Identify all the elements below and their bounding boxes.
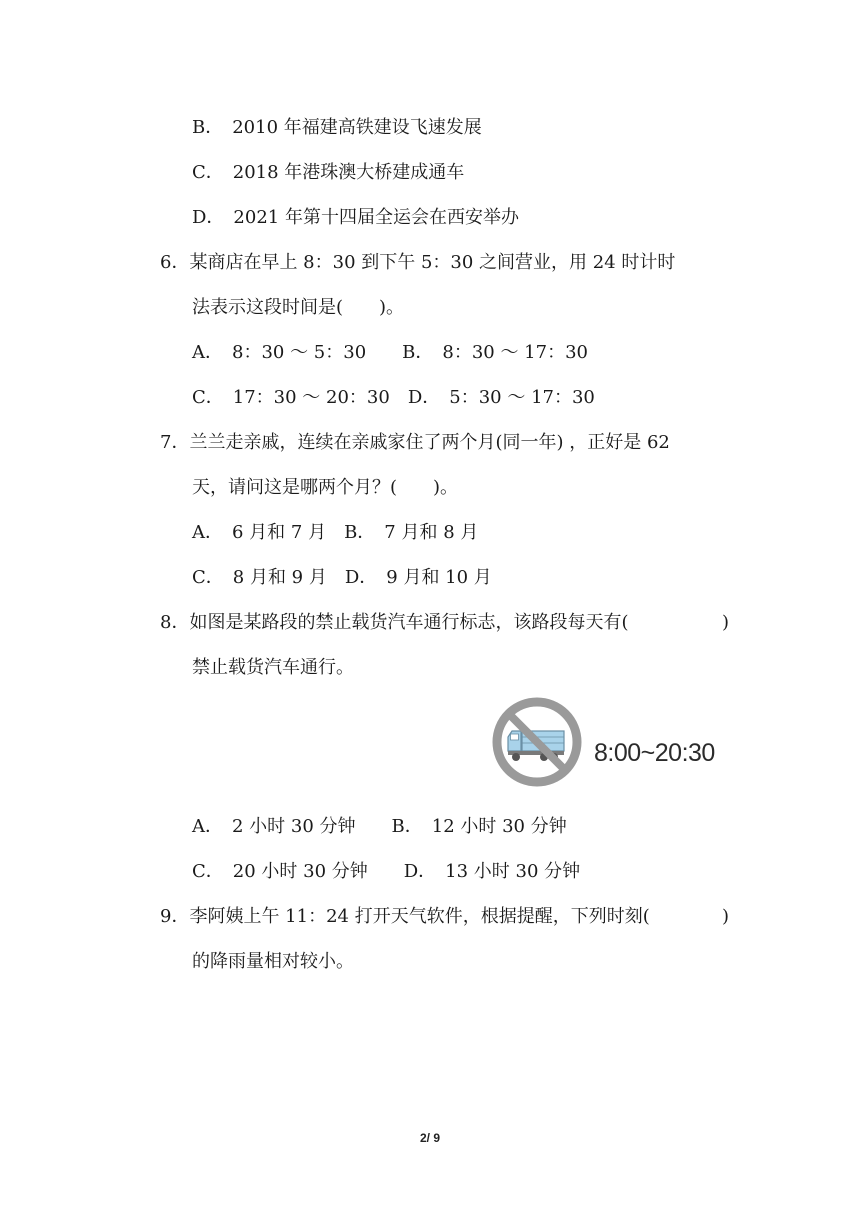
q5-option-b: B． 2010 年福建高铁建设飞速发展	[192, 117, 482, 138]
q8-stem-line1: 8．如图是某路段的禁止载货汽车通行标志，该路段每天有(	[160, 612, 629, 633]
q7-stem-line1: 7．兰兰走亲戚，连续在亲戚家住了两个月(同一年) ，正好是 62	[160, 432, 670, 453]
q9-stem-line2: 的降雨量相对较小。	[192, 951, 354, 972]
q7-options-row1: A． 6 月和 7 月 B． 7 月和 8 月	[192, 522, 479, 543]
q6-stem-line1: 6．某商店在早上 8：30 到下午 5：30 之间营业，用 24 时计时	[160, 252, 676, 273]
q5-option-c: C． 2018 年港珠澳大桥建成通车	[192, 162, 465, 183]
q8-options-row1: A． 2 小时 30 分钟 B． 12 小时 30 分钟	[192, 816, 567, 837]
q5-option-d: D． 2021 年第十四届全运会在西安举办	[192, 207, 519, 228]
q8-stem-line2: 禁止载货汽车通行。	[192, 657, 354, 678]
q8-options-row2: C． 20 小时 30 分钟 D． 13 小时 30 分钟	[192, 861, 581, 882]
page-number: 2/ 9	[419, 1131, 440, 1145]
q6-options-row2: C． 17：30 ～ 20：30 D． 5：30 ～ 17：30	[192, 387, 595, 408]
q8-answer-paren: )	[722, 612, 730, 633]
q6-stem-line2: 法表示这段时间是( )。	[192, 297, 405, 318]
sign-time-range: 8:00~20:30	[594, 739, 715, 767]
q6-options-row1: A． 8：30 ～ 5：30 B． 8：30 ～ 17：30	[192, 342, 588, 363]
q7-stem-line2: 天，请问这是哪两个月？( )。	[192, 477, 459, 498]
q9-answer-paren: )	[722, 906, 730, 927]
q7-options-row2: C． 8 月和 9 月 D． 9 月和 10 月	[192, 567, 492, 588]
q9-stem-line1: 9．李阿姨上午 11：24 打开天气软件，根据提醒，下列时刻(	[160, 906, 650, 927]
no-truck-sign-icon	[492, 697, 582, 787]
